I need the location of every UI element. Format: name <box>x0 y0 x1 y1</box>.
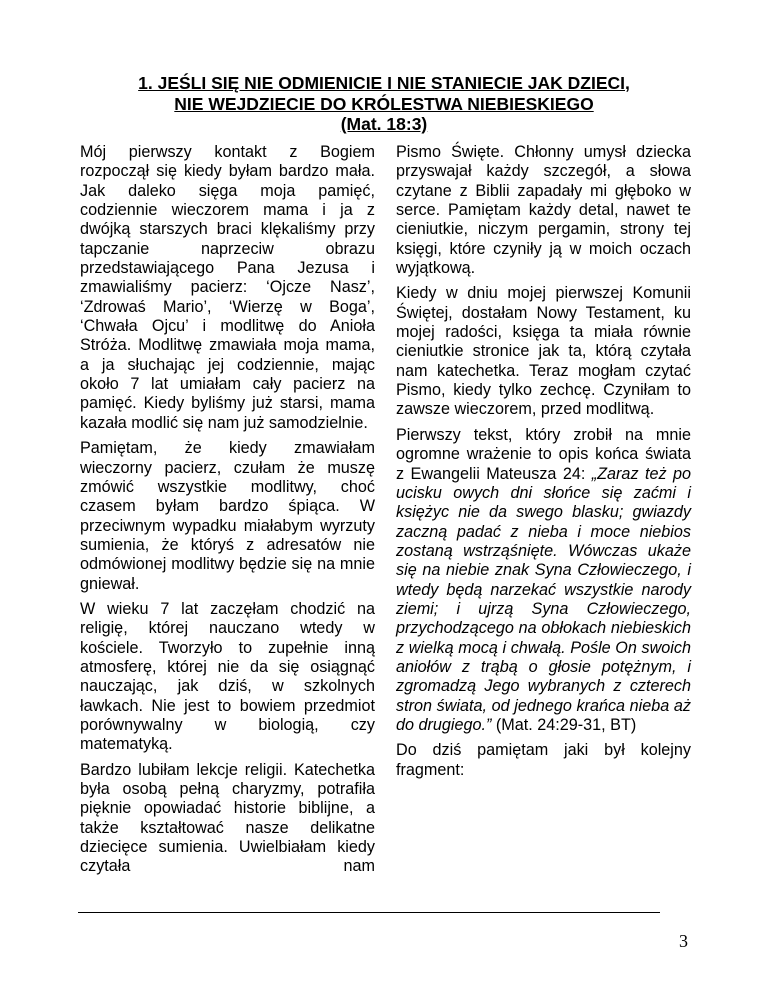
chapter-scripture-reference: (Mat. 18:3) <box>340 114 428 134</box>
page-number: 3 <box>679 931 688 951</box>
paragraph: Mój pierwszy kontakt z Bogiem rozpoczął się kiedy byłam bardzo mała. Jak daleko sięga moja pamięć, codziennie wieczorem mama i ja z dwójką starszych braci klękaliśmy przy tapczanie naprzeciw obrazu przedstawiającego Pana Jezusa i zmawialiśmy pacierz: ‘Ojcze Nasz’, ‘Zdrowaś Mario’, ‘Wierzę w Boga’, ‘Chwała Ojcu’ i modlitwę do Anioła Stróża. Modlitwę zmawiała moja mama, a ja słuchając jej codziennie, mając około 7 lat umiałam cały pacierz na pamięć. Kiedy byliśmy już starsi, mama kazała modlić się nam już samodzielnie. <box>80 143 375 432</box>
left-column <box>80 143 375 883</box>
paragraph-intro: Pierwszy tekst, który zrobił na mnie ogromne wrażenie to opis końca świata z Ewangelii Mateusza 24: <box>396 425 691 483</box>
quote-reference: (Mat. 24:29-31, BT) <box>491 715 637 734</box>
footer-divider <box>78 912 660 913</box>
paragraph-with-quote <box>396 426 691 736</box>
paragraph: Bardzo lubiłam lekcje religii. Katechetka była osobą pełną charyzmy, potrafiła pięknie opowiadać historie biblijne, a także kształtować nasze delikatne dziecięce sumienia. Uwielbiałam kiedy czytała nam <box>80 760 375 876</box>
paragraph: Pamiętam, że kiedy zmawiałam wieczorny pacierz, czułam że muszę zmówić wszystkie modlitwy, choć czasem byłam bardzo śpiąca. W przeciwnym wypadku miałabym wyrzuty sumienia, że któryś z adresatów nie odmówionej modlitwy będzie się na mnie gniewał. <box>80 439 375 593</box>
paragraph: Kiedy w dniu mojej pierwszej Komunii Świętej, dostałam Nowy Testament, ku mojej radości, księga ta miała równie cieniutkie stronice jak ta, którą czytała nam katechetka. Teraz mogłam czytać Pismo, kiedy tylko zechcę. Czyniłam to zawsze wieczorem, przed modlitwą. <box>396 284 691 419</box>
right-column <box>396 143 691 786</box>
paragraph: Do dziś pamiętam jaki był kolejny fragment: <box>396 741 691 779</box>
chapter-title-line-1: 1. JEŚLI SIĘ NIE ODMIENICIE I NIE STANIECIE JAK DZIECI, <box>138 73 630 93</box>
chapter-title-line-2: NIE WEJDZIECIE DO KRÓLESTWA NIEBIESKIEGO <box>174 94 594 114</box>
bible-quote: „Zaraz też po ucisku owych dni słońce się zaćmi i księżyc nie da swego blasku; gwiazdy zaczną padać z nieba i moce niebios zostaną wstrząśnięte. Wówczas ukaże się na niebie znak Syna Człowieczego, i wtedy będą narzekać wszystkie narody ziemi; i ujrzą Syna Człowieczego, przychodzącego na obłokach niebieskich z wielką mocą i chwałą. Pośle On swoich aniołów z trąbą o głosie potężnym, i zgromadzą Jego wybranych z czterech stron świata, od jednego krańca nieba aż do drugiego.” <box>396 464 691 734</box>
paragraph: Pismo Święte. Chłonny umysł dziecka przyswajał każdy szczegół, a słowa czytane z Biblii zapadały mi głęboko w serce. Pamiętam każdy detal, nawet te cieniutkie, niczym pergamin, strony tej księgi, które czyniły ją w moich oczach wyjątkową. <box>396 143 691 278</box>
paragraph: W wieku 7 lat zaczęłam chodzić na religię, której nauczano wtedy w kościele. Tworzyło to zupełnie inną atmosferę, której nie da się osiągnąć nauczając, jak dziś, w szkolnych ławkach. Nie jest to bowiem przedmiot porównywalny w biologią, czy matematyką. <box>80 599 375 754</box>
